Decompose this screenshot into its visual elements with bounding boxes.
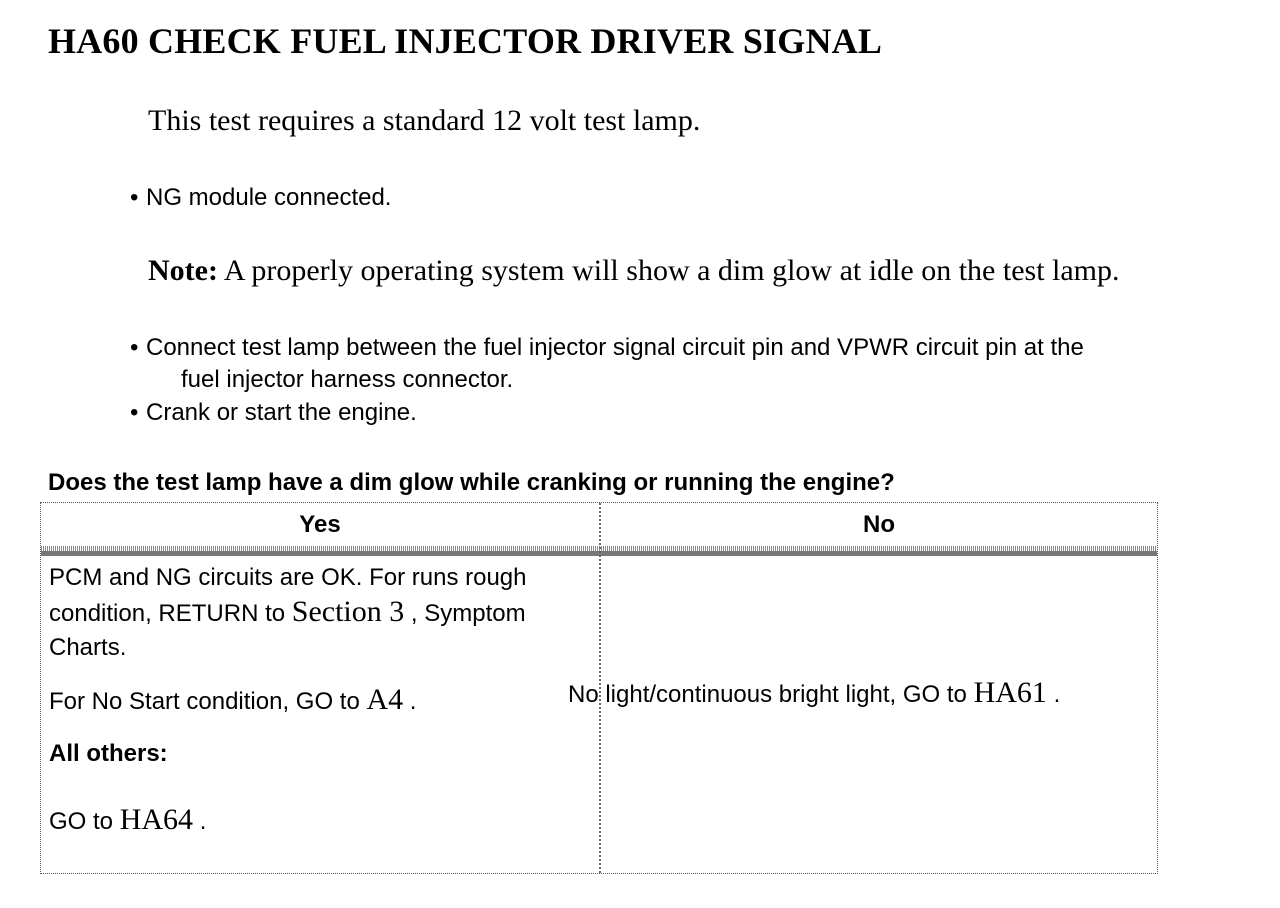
- page-title: HA60 CHECK FUEL INJECTOR DRIVER SIGNAL: [48, 21, 883, 61]
- yes-paragraph: For No Start condition, GO to A4 .: [49, 683, 417, 716]
- bullet-item: [130, 333, 1084, 363]
- bullet-continuation: fuel injector harness connector.: [181, 366, 514, 393]
- bullet-item: [130, 398, 417, 428]
- all-others-label: All others:: [49, 740, 168, 767]
- header-no: No: [863, 511, 895, 538]
- note-label: Note:: [148, 254, 218, 287]
- bullet-icon: •: [130, 399, 139, 426]
- yes-cell: [49, 561, 589, 839]
- question: Does the test lamp have a dim glow while cranking or running the engine?: [48, 469, 895, 496]
- intro-text: This test requires a standard 12 volt test lamp.: [148, 104, 701, 137]
- bullet-text: Crank or start the engine.: [146, 399, 417, 426]
- no-cell: No light/continuous bright light, GO to HA61 .: [568, 676, 1061, 709]
- bullet-text: NG module connected.: [146, 184, 392, 211]
- bullet-text: Connect test lamp between the fuel injector signal circuit pin and VPWR circuit pin at the: [146, 334, 1084, 361]
- bullet-icon: •: [130, 184, 139, 211]
- ha64-link[interactable]: HA64: [119, 803, 194, 836]
- yes-paragraph: GO to HA64 .: [49, 803, 207, 836]
- yes-paragraph: PCM and NG circuits are OK. For runs rough condition, RETURN to Section 3 , Symptom Charts.: [49, 564, 527, 661]
- note: [148, 254, 1120, 288]
- section-3-link[interactable]: Section 3: [291, 595, 405, 628]
- bullet-icon: •: [130, 334, 139, 361]
- ha61-link[interactable]: HA61: [973, 676, 1047, 709]
- note-text: A properly operating system will show a dim glow at idle on the test lamp.: [223, 254, 1120, 287]
- header-yes: Yes: [299, 511, 341, 538]
- a4-link[interactable]: A4: [366, 683, 404, 716]
- bullet-item: [130, 183, 391, 213]
